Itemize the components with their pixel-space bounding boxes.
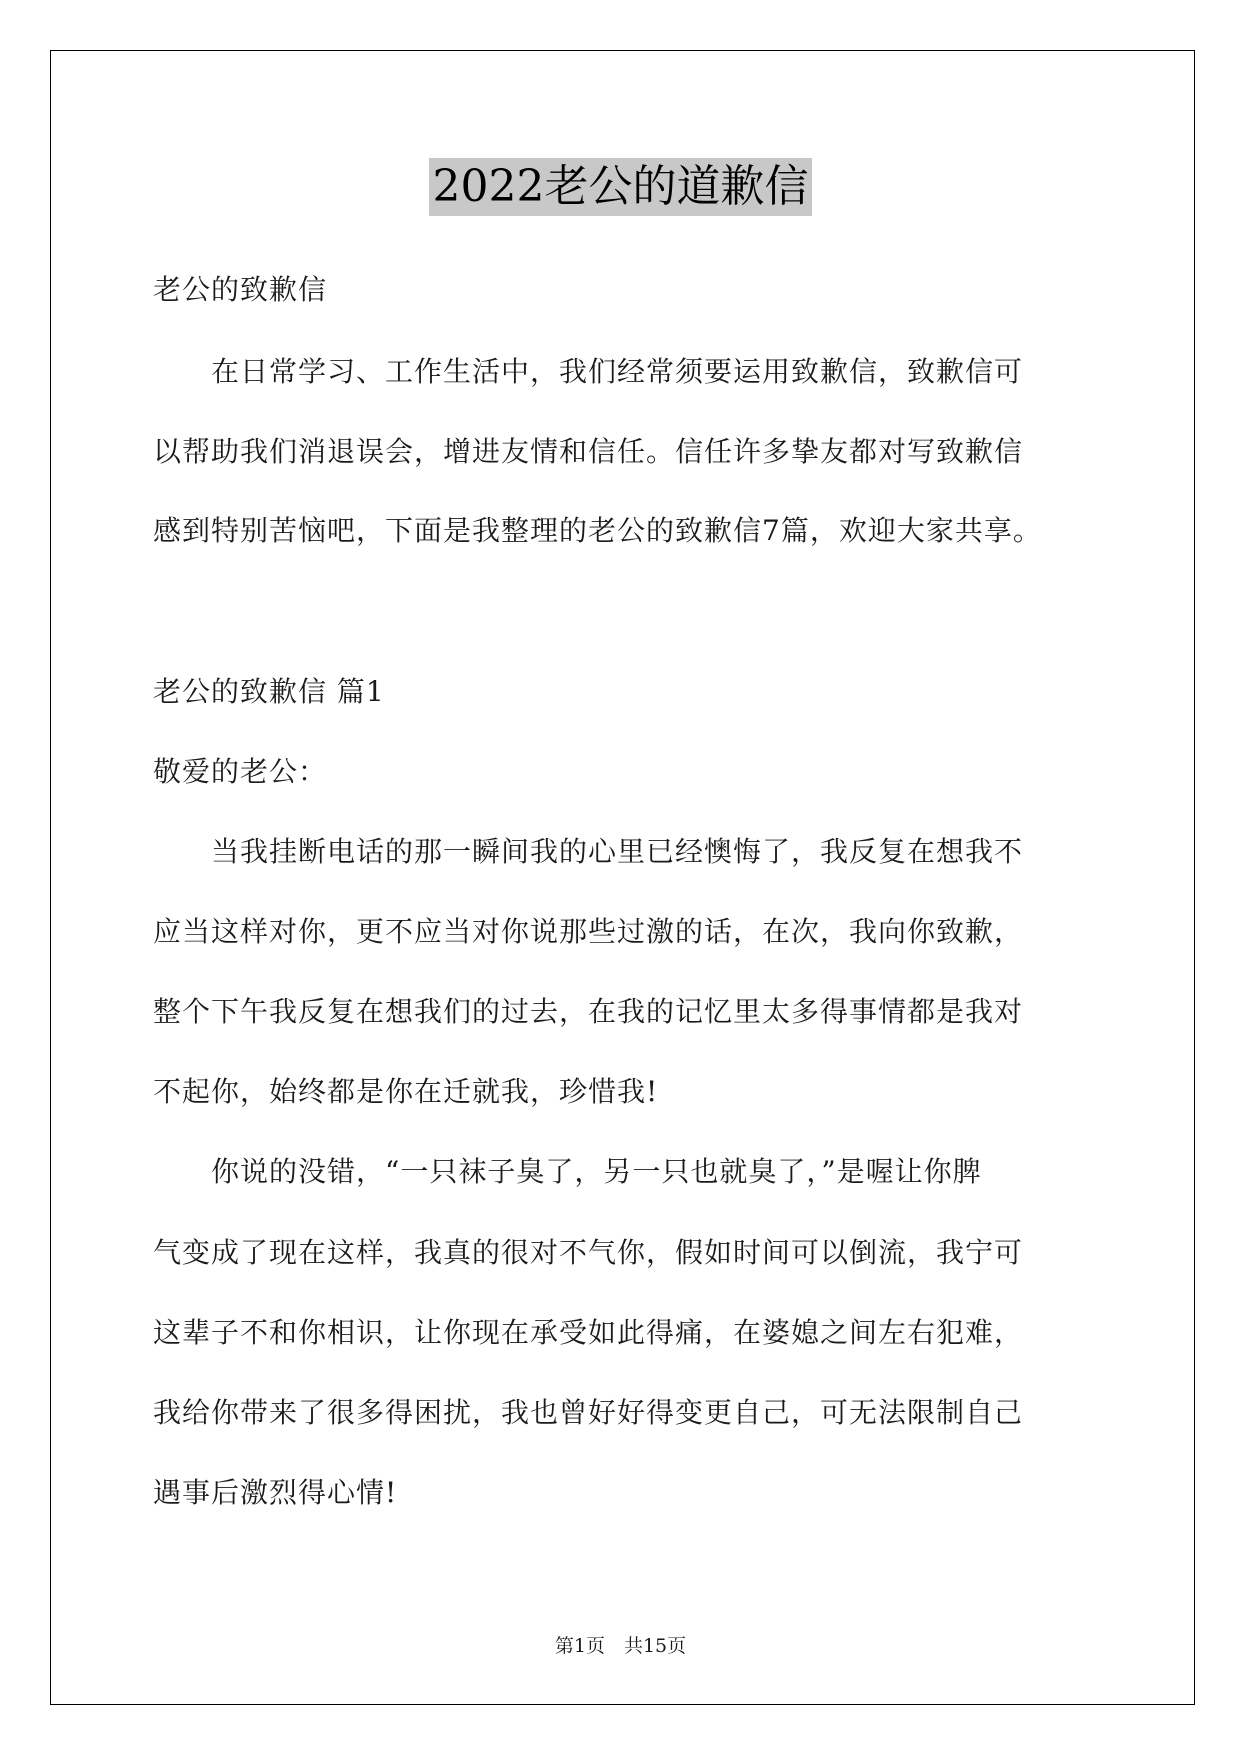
paragraph-line: 遇事后激烈得心情!	[153, 1476, 398, 1509]
paragraph-line: 在日常学习、工作生活中，我们经常须要运用致歉信，致歉信可	[153, 355, 1024, 388]
paragraph-line: 整个下午我反复在想我们的过去，在我的记忆里太多得事情都是我对	[153, 995, 1024, 1028]
paragraph-line: 你说的没错，“一只袜子臭了，另一只也就臭了，”是喔让你脾	[153, 1155, 982, 1188]
section-heading: 老公的致歉信	[153, 273, 328, 306]
paragraph-line: 不起你，始终都是你在迁就我，珍惜我!	[153, 1075, 659, 1108]
paragraph-line: 应当这样对你，更不应当对你说那些过激的话，在次，我向你致歉，	[153, 915, 1024, 948]
paragraph-line: 当我挂断电话的那一瞬间我的心里已经懊悔了，我反复在想我不	[153, 835, 1024, 868]
title-container	[0, 158, 1241, 216]
paragraph-line: 以帮助我们消退误会，增进友情和信任。信任许多挚友都对写致歉信	[153, 435, 1024, 468]
paragraph-line: 这辈子不和你相识，让你现在承受如此得痛，在婆媳之间左右犯难，	[153, 1316, 1024, 1349]
letter-heading: 老公的致歉信 篇1	[153, 675, 385, 708]
page-number: 第1页 共15页	[554, 1635, 687, 1657]
salutation: 敬爱的老公：	[153, 755, 328, 788]
paragraph-line: 气变成了现在这样，我真的很对不气你，假如时间可以倒流，我宁可	[153, 1236, 1024, 1269]
paragraph-line: 感到特别苦恼吧，下面是我整理的老公的致歉信7篇，欢迎大家共享。	[153, 514, 1042, 547]
document-title: 2022老公的道歉信	[429, 158, 813, 216]
paragraph-line: 我给你带来了很多得困扰，我也曾好好得变更自己，可无法限制自己	[153, 1396, 1024, 1429]
